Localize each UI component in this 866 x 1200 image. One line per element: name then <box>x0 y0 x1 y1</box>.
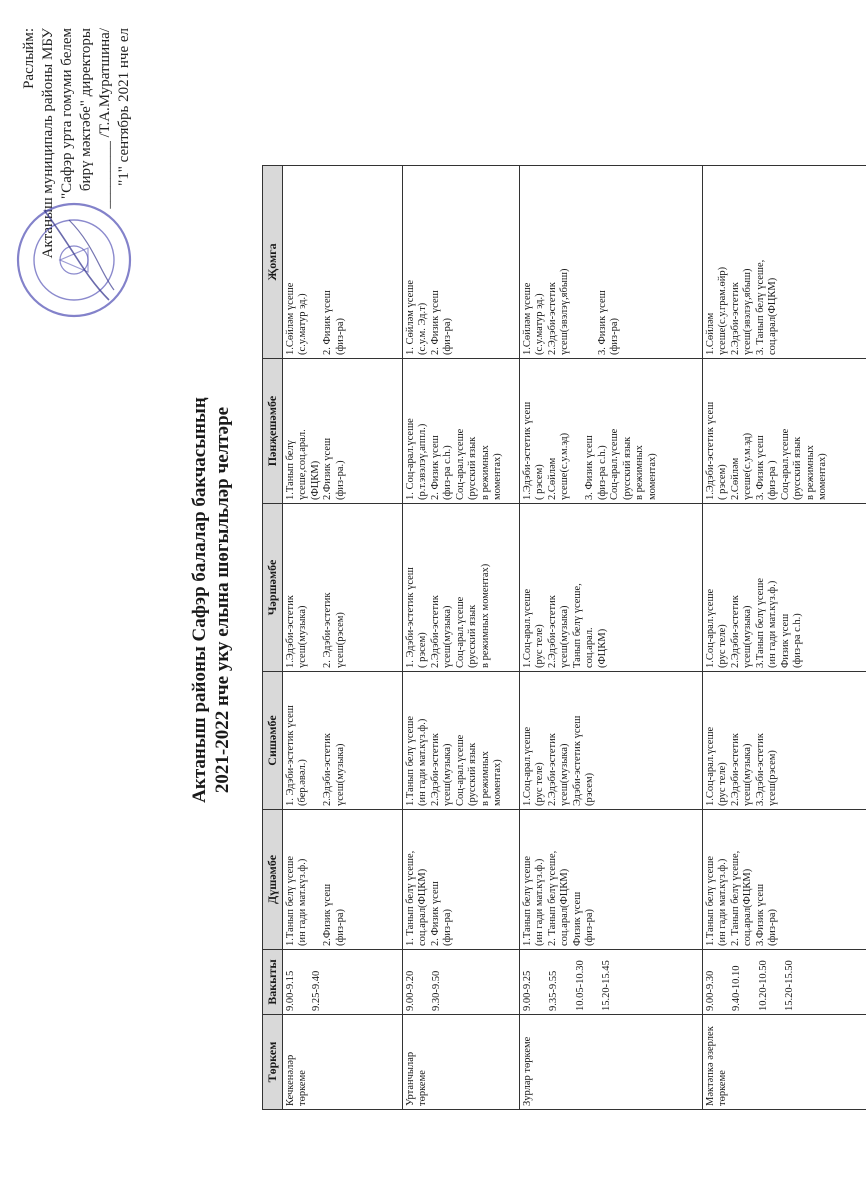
activity-line: 1.Соц-арал.үсеше <box>704 726 716 806</box>
activity-line: Физик үсеш <box>571 891 583 946</box>
activity-line: (русский язык <box>792 436 803 500</box>
time-slot: 9.00-9.15 <box>284 970 296 1011</box>
activity-line: 1.Сөйләм үсеше <box>521 282 533 355</box>
activity-line: 2. Танып белү үсеше, <box>729 850 741 946</box>
tuesday-cell <box>519 672 702 810</box>
activity-line: 3.Физик үсеш <box>754 883 766 946</box>
title-line-1: Актаныш районы Сафэр балалар бакчасының <box>189 397 210 803</box>
activity-line: үсеше,соц.арал. <box>297 429 308 500</box>
activity-line: үсеш(музыка) <box>742 605 753 668</box>
group-name-cell: Зурлар төркеме <box>519 1015 702 1110</box>
activity-line <box>310 813 323 946</box>
activity-line: үсеш(музыка) <box>297 605 308 668</box>
activity-line: үсеш(эвэлэү,ябыш) <box>742 268 753 355</box>
approval-label: Раслыйм: <box>21 28 37 89</box>
activity-line: үсеш(музыка) <box>559 743 570 806</box>
activity-line: 3. Танып белү үсеше, <box>754 259 766 355</box>
wednesday-cell <box>402 504 519 672</box>
activity-line: 2.Эдэби-эстетик <box>546 733 558 806</box>
time-cell <box>702 950 866 1015</box>
schedule-table <box>262 165 866 1110</box>
activity-line: (с.у.матур эд.) <box>297 293 308 355</box>
activity-line: (бер.әвәл.) <box>297 759 308 806</box>
activity-line: (русский язык <box>467 742 478 806</box>
activity-line: (физ-ра с.һ.) <box>596 445 608 500</box>
activity-line: Соц-арал.үсеше <box>609 428 620 500</box>
activity-line: 2.Сөйләм <box>546 457 558 500</box>
time-slot: 9.30-9.50 <box>431 970 442 1011</box>
activity-line: 1. Эдэби-эстетик үсеш <box>284 705 296 806</box>
activity-line: (рус теле) <box>717 762 728 806</box>
activity-line: 2.Физик үсеш <box>322 883 333 946</box>
title-line-2: 2021-2022 нче уку елына шөгыльләр челтәре <box>212 406 233 794</box>
activity-line: үсеш(музыка) <box>559 605 570 668</box>
activity-line: 1.Эдэби-эстетик <box>284 595 296 668</box>
header-monday: Дүшәмбе <box>263 810 283 950</box>
activity-line: 1. Танып белү үсеше, <box>404 850 416 946</box>
activity-line: в режимных <box>634 445 645 500</box>
thursday-cell <box>282 359 402 504</box>
monday-cell <box>282 810 402 950</box>
activity-line: үсеш(рэсем) <box>334 612 346 668</box>
activity-line: (физ-ра с.һ.) <box>792 613 803 668</box>
activity-line: үсеш(музыка) <box>742 743 753 806</box>
friday-cell <box>402 166 519 359</box>
activity-line: (ин гади мат.күз.ф.) <box>297 858 308 946</box>
activity-line: 2. Физик үсеш <box>322 290 333 355</box>
activity-line <box>310 507 323 668</box>
activity-line: моментах) <box>492 759 503 806</box>
activity-line: 1.Танып белү үсеше <box>704 855 716 946</box>
time-slot: 9.35-9.55 <box>548 970 559 1011</box>
activity-line: соц.арал(ФЦКМ) <box>767 277 778 355</box>
thursday-cell <box>402 359 519 504</box>
activity-line: (физ-ра) <box>584 909 595 946</box>
time-slot: 9.00-9.25 <box>521 970 533 1011</box>
activity-line: (физ-ра) <box>334 318 346 355</box>
activity-line: 2.Эдэби-эстетик <box>546 282 558 355</box>
approval-school: "Сафэр урта гомуми белем <box>59 28 75 199</box>
activity-line: соц.арал. <box>584 627 595 668</box>
friday-cell <box>282 166 402 359</box>
group-name-cell: Мәктәпкә әзерлек төркеме <box>702 1015 866 1110</box>
activity-line: 1.Танып белү үсеше <box>284 855 296 946</box>
activity-line: 2. Физик үсеш <box>429 881 441 946</box>
activity-line: в режимных <box>804 445 816 500</box>
activity-line: 2.Эдэби-эстетик <box>429 595 441 668</box>
activity-line: 2.Физик үсеш <box>322 437 333 500</box>
activity-line <box>572 362 585 500</box>
activity-line: ( рэсем) <box>717 464 728 500</box>
activity-line: ( рэсем) <box>417 632 428 668</box>
table-row <box>519 166 702 1110</box>
activity-line: 1.Эдэби-эстетик үсеш <box>521 401 533 500</box>
activity-line: 2.Эдэби-эстетик <box>429 733 441 806</box>
tuesday-cell <box>282 672 402 810</box>
activity-line: үсеш(музыка) <box>442 743 453 806</box>
tuesday-cell <box>402 672 519 810</box>
activity-line <box>310 675 323 806</box>
header-group: Төркем <box>263 1015 283 1110</box>
header-wednesday: Чәршәмбе <box>263 504 283 672</box>
activity-line: үсеше(с.у.м.эд) <box>559 432 570 500</box>
monday-cell <box>519 810 702 950</box>
activity-line: (ФЦКМ) <box>596 628 608 668</box>
activity-line: (физ-ра) <box>767 909 778 946</box>
activity-line: 2. Физик үсеш <box>429 435 441 500</box>
activity-line: моментах) <box>646 453 658 500</box>
activity-line: 2. Физик үсеш <box>429 290 441 355</box>
activity-line: 1. Сөйләм үсеше <box>404 280 416 355</box>
activity-line <box>572 169 585 355</box>
activity-line: (ин гади мат.күз.ф.) <box>534 858 545 946</box>
activity-line: 2. Эдэби-эстетик <box>322 592 333 668</box>
activity-line: 2.Эдэби-эстетик <box>729 595 741 668</box>
activity-line: 1. Эдэби-эстетик үсеш <box>404 567 416 668</box>
activity-line: (русский язык <box>467 436 478 500</box>
monday-cell <box>702 810 866 950</box>
header-row <box>263 166 283 1110</box>
activity-line: соц.арал(ФЦКМ) <box>559 868 570 946</box>
activity-line: 2.Эдэби-эстетик <box>546 595 558 668</box>
group-name-cell: Кечкенәләр төркеме <box>282 1015 402 1110</box>
activity-line: (с.у.м. Эд.т) <box>417 302 428 355</box>
activity-line: 1.Танып белү үсеше <box>404 715 416 806</box>
time-slot: 10.20-10.50 <box>757 960 769 1011</box>
time-slot: 9.25-9.40 <box>311 970 322 1011</box>
activity-line: үсеш(музыка) <box>442 605 453 668</box>
activity-line: (физ-ра) <box>442 318 453 355</box>
activity-line: (русский язык <box>621 436 633 500</box>
activity-line: моментах) <box>817 453 828 500</box>
activity-line: 1.Соц-арал.үсеше <box>521 588 533 668</box>
activity-line: (физ-ра с.һ.) <box>442 445 453 500</box>
time-slot: 9.00-9.20 <box>404 970 416 1011</box>
thursday-cell <box>702 359 866 504</box>
activity-line: 3. Физик үсеш <box>584 435 595 500</box>
time-cell <box>282 950 402 1015</box>
activity-line: (рус теле) <box>717 624 728 668</box>
approval-date: "1" сентябрь 2021 нче ел <box>116 28 132 186</box>
wednesday-cell <box>519 504 702 672</box>
header-time: Вакыты <box>263 950 283 1015</box>
time-slot: 9.00-9.30 <box>704 970 716 1011</box>
approval-org: Актаныш муниципаль районы МБУ <box>40 28 56 259</box>
activity-line: (с.у.матур эд.) <box>534 293 545 355</box>
activity-line: Соц-арал.үсеше <box>454 596 466 668</box>
activity-line <box>584 169 597 355</box>
activity-line: (ин гади мат.күз.ф.) <box>417 718 428 806</box>
activity-line: үсеш(рэсем) <box>767 750 778 806</box>
table-row <box>402 166 519 1110</box>
approval-signature: _________ /Т.А.Муратшина/ <box>97 28 113 209</box>
table-row <box>702 166 866 1110</box>
activity-line: 1.Соц-арал.үсеше <box>521 726 533 806</box>
activity-line: 3.Танып белү үсеше <box>754 577 766 668</box>
activity-line: в режимных <box>479 445 491 500</box>
activity-line: Танып белү үсеше, <box>571 583 583 668</box>
header-friday: Җомга <box>263 166 283 359</box>
thursday-cell <box>519 359 702 504</box>
activity-line: 3. Физик үсеш <box>754 435 766 500</box>
monday-cell <box>402 810 519 950</box>
activity-line: 3.Эдэби-эстетик <box>754 733 766 806</box>
activity-line: (физ-ра) <box>334 909 346 946</box>
wednesday-cell <box>702 504 866 672</box>
activity-line: үсеше(с.у.грам.өйр) <box>717 266 728 355</box>
document-title <box>188 0 234 1200</box>
activity-line: (физ-ра.) <box>334 460 346 500</box>
activity-line: (ФЦКМ) <box>309 460 321 500</box>
activity-line: соц.арал(ФЦКМ) <box>417 868 428 946</box>
activity-line: 1.Эдэби-эстетик үсеш <box>704 401 716 500</box>
activity-line: Эдэби-эстетик үсеш <box>571 715 583 806</box>
friday-cell <box>702 166 866 359</box>
activity-line: 1.Сөйләм үсеше <box>284 282 296 355</box>
activity-line: (ин гади мат.күз.ф.) <box>767 580 778 668</box>
activity-line: моментах) <box>492 453 503 500</box>
activity-line: Соц-арал.үсеше <box>779 428 791 500</box>
activity-line: Соц-арал.үсеше <box>454 734 466 806</box>
official-stamp-icon <box>14 200 134 320</box>
table-row <box>282 166 402 1110</box>
tuesday-cell <box>702 672 866 810</box>
time-cell <box>519 950 702 1015</box>
activity-line: ( рэсем) <box>534 464 545 500</box>
activity-line: Физик үсеш <box>779 613 791 668</box>
activity-line: (рэсем) <box>584 772 595 806</box>
time-slot: 15.20-15.50 <box>784 960 795 1011</box>
time-slot: 10.05-10.30 <box>574 960 586 1011</box>
activity-line: 1.Танып белү үсеше <box>521 855 533 946</box>
activity-line: үсеше(с.у.м.эд) <box>742 432 753 500</box>
wednesday-cell <box>282 504 402 672</box>
time-slot: 9.40-10.10 <box>731 965 742 1011</box>
activity-line: (ин гади мат.күз.ф.) <box>717 858 728 946</box>
activity-line: үсеш(эвэлэү,ябыш) <box>559 268 570 355</box>
activity-line: (рус теле) <box>534 624 545 668</box>
activity-line: 1.Сөйләм <box>704 312 716 355</box>
activity-line: (физ-ра) <box>609 318 620 355</box>
activity-line: Соц-арал.үсеше <box>454 428 466 500</box>
friday-cell <box>519 166 702 359</box>
approval-position: бирү мәктәбе" директоры <box>78 28 94 192</box>
activity-line: соц.арал(ФЦКМ) <box>742 868 753 946</box>
activity-line: 2.Эдэби-эстетик <box>322 733 333 806</box>
activity-line: 2.Эдэби-эстетик <box>729 733 741 806</box>
activity-line: (рус теле) <box>534 762 545 806</box>
activity-line: 2. Танып белү үсеше, <box>546 850 558 946</box>
activity-line: (русский язык <box>467 604 478 668</box>
activity-line: 1.Соц-арал.үсеше <box>704 588 716 668</box>
activity-line: 2.Эдэби-эстетик <box>729 282 741 355</box>
activity-line: 1. Соц-арал.үсеше <box>404 418 416 500</box>
header-tuesday: Сишәмбе <box>263 672 283 810</box>
activity-line: (физ-ра ) <box>767 460 778 500</box>
activity-line: 1.Танып белү <box>284 440 296 500</box>
time-slot: 15.20-15.45 <box>601 960 612 1011</box>
activity-line: (р.т.эвэлэү,аппл.) <box>417 423 428 500</box>
activity-line: үсеш(музыка) <box>334 743 346 806</box>
group-name-cell: Уртанчылар төркеме <box>402 1015 519 1110</box>
activity-line: 2.Сөйләм <box>729 457 741 500</box>
time-cell <box>402 950 519 1015</box>
header-thursday: Пәнҗешәмбе <box>263 359 283 504</box>
activity-line: 3. Физик үсеш <box>596 290 608 355</box>
activity-line: (физ-ра) <box>442 909 453 946</box>
activity-line: в режимных <box>479 751 491 806</box>
activity-line <box>310 169 323 355</box>
activity-line: в режимных моментах) <box>479 563 491 668</box>
